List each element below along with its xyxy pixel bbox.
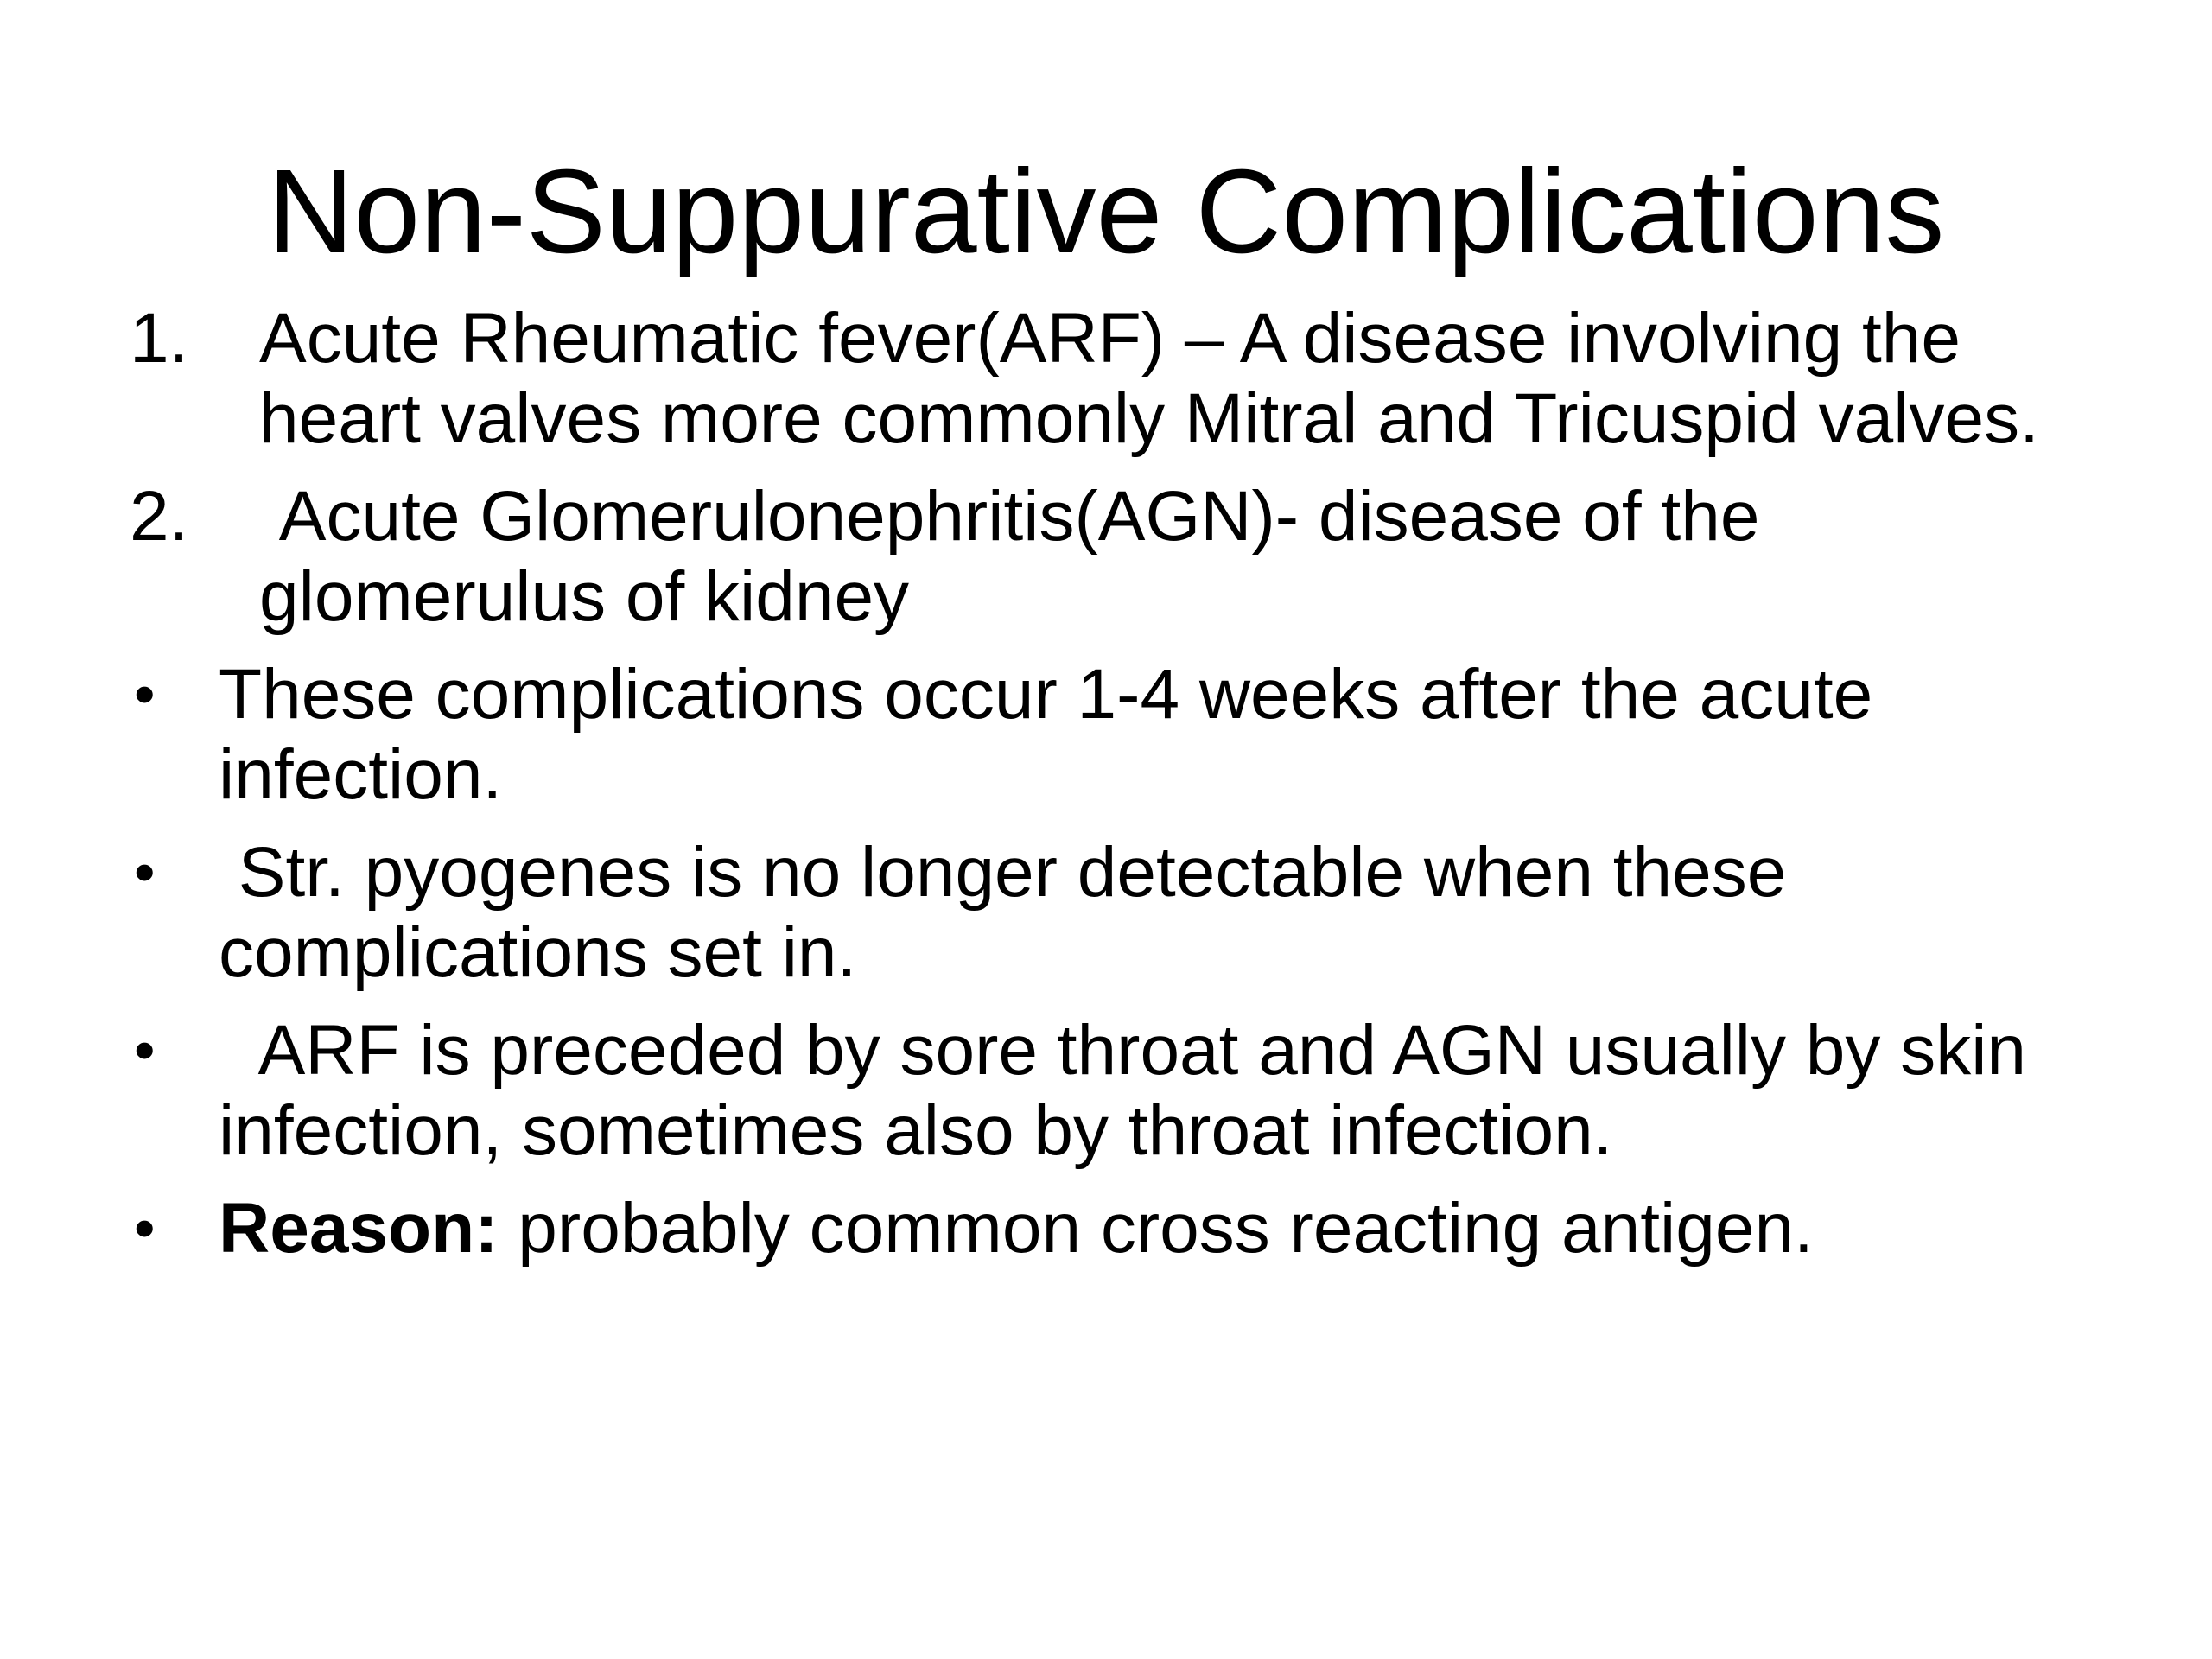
list-item-text: Acute Rheumatic fever(ARF) – A disease involving the heart valves more commonly Mitral and Tricuspid valves. [259, 299, 2039, 458]
numbered-item [130, 476, 2117, 637]
bullet-text: ARF is preceded by sore throat and AGN usually by skin infection, sometimes also by throat infection. [219, 1011, 2046, 1170]
bullet-item [130, 832, 2117, 993]
list-item-text: Acute Glomerulonephritis(AGN)- disease of the glomerulus of kidney [259, 477, 1780, 636]
bullet-icon: • [134, 838, 156, 906]
bullet-text: Str. pyogenes is no longer detectable when these complications set in. [219, 833, 1807, 992]
bullet-item [130, 654, 2117, 815]
slide-title: Non-Suppurative Complications [267, 145, 1945, 278]
list-number: 1. [130, 299, 189, 378]
reason-label: Reason: [219, 1189, 499, 1268]
numbered-item [130, 298, 2117, 459]
reason-text: probably common cross reacting antigen. [498, 1189, 1814, 1268]
list-number: 2. [130, 477, 189, 556]
bullet-item [130, 1010, 2117, 1171]
bullet-text: These complications occur 1-4 weeks after the acute infection. [219, 655, 1873, 814]
bullet-icon: • [134, 1194, 156, 1262]
bullet-icon: • [134, 1016, 156, 1084]
bullet-text [130, 1188, 2117, 1268]
bullet-item-reason [130, 1188, 2117, 1268]
bullet-icon: • [134, 660, 156, 728]
slide-body [130, 298, 2117, 1286]
